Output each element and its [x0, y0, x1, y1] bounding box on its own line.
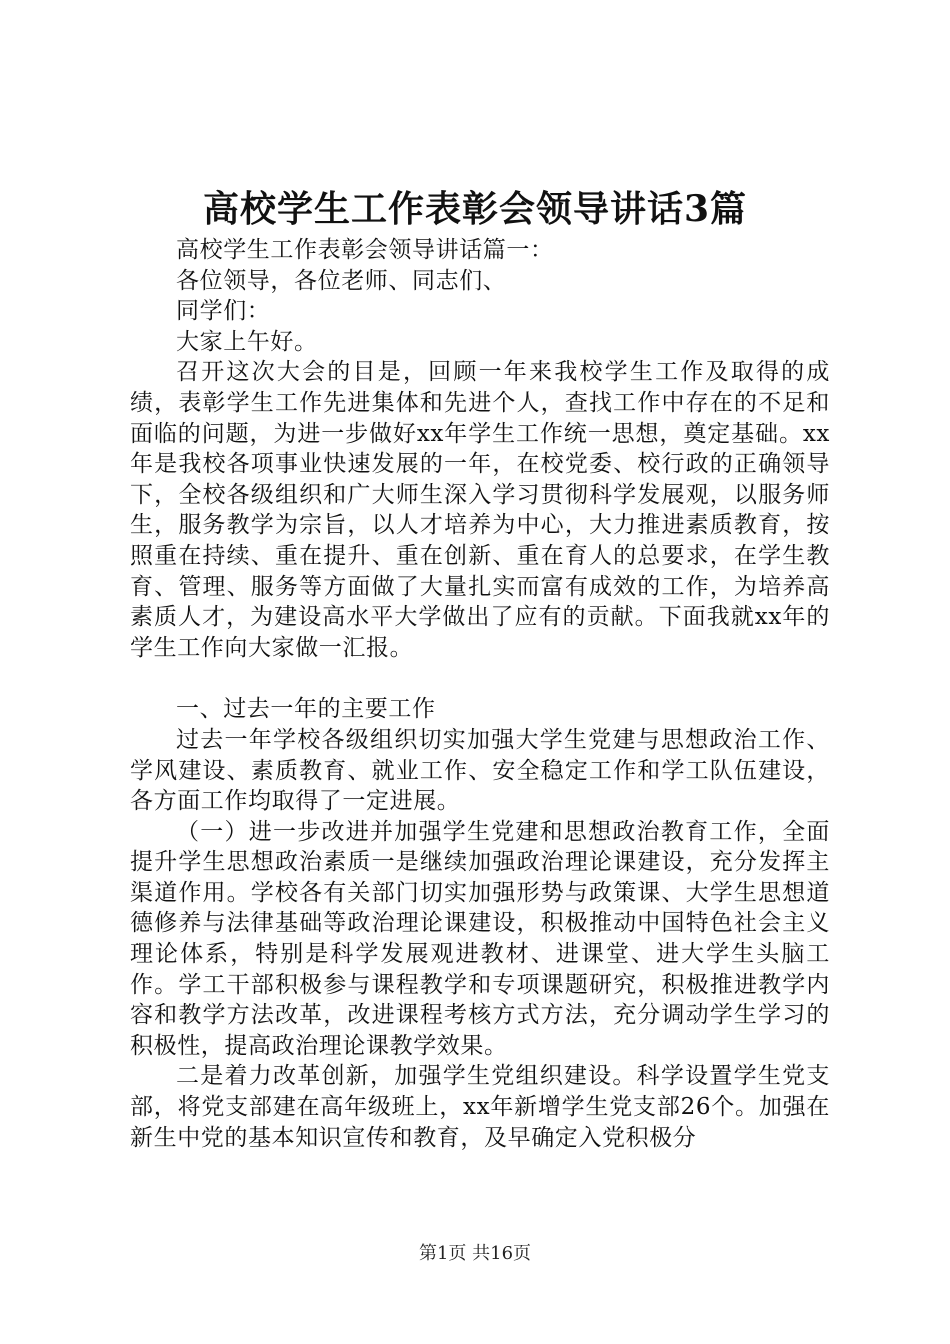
- body-paragraph: 过去一年学校各级组织切实加强大学生党建与思想政治工作、学风建设、素质教育、就业工作、安全稳定工作和学工队伍建设，各方面工作均取得了一定进展。: [130, 726, 830, 815]
- body-paragraph: 召开这次大会的目是，回顾一年来我校学生工作及取得的成绩，表彰学生工作先进集体和先进个人，查找工作中存在的不足和面临的问题，为进一步做好xx年学生工作统一思想，奠定基础。xx年是我校各项事业快速发展的一年，在校党委、校行政的正确领导下，全校各级组织和广大师生深入学习贯彻科学发展观，以服务师生，服务教学为宗旨，以人才培养为中心，大力推进素质教育，按照重在持续、重在提升、重在创新、重在育人的总要求，在学生教育、管理、服务等方面做了大量扎实而富有成效的工作，为培养高素质人才，为建设高水平大学做出了应有的贡献。下面我就xx年的学生工作向大家做一汇报。: [130, 359, 830, 661]
- greeting-line: 大家上午好。: [176, 328, 318, 355]
- page-footer: 第1页 共16页: [418, 1243, 532, 1264]
- body-paragraph: （一）进一步改进并加强学生党建和思想政治教育工作，全面提升学生思想政治素质一是继续加强政治理论课建设，充分发挥主渠道作用。学校各有关部门切实加强形势与政策课、大学生思想道德修养与法律基础等政治理论课建设，积极推动中国特色社会主义理论体系，特别是科学发展观进教材、进课堂、进大学生头脑工作。学工干部积极参与课程教学和专项课题研究，积极推进教学内容和教学方法改革，改进课程考核方式方法，充分调动学生学习的积极性，提高政治理论课教学效果。: [130, 818, 830, 1059]
- salutation-line: 同学们：: [176, 298, 271, 325]
- section-heading: 一、过去一年的主要工作: [176, 696, 436, 723]
- section-heading: 高校学生工作表彰会领导讲话篇一：: [176, 237, 554, 263]
- document-body: [130, 235, 830, 1153]
- document-title: 高校学生工作表彰会领导讲话3篇: [202, 188, 748, 230]
- paragraph-gap: [130, 663, 830, 694]
- body-paragraph: 二是着力改革创新，加强学生党组织建设。科学设置学生党支部，将党支部建在高年级班上，xx年新增学生党支部26个。加强在新生中党的基本知识宣传和教育，及早确定入党积极分: [130, 1063, 830, 1151]
- salutation-line: 各位领导，各位老师、同志们、: [176, 267, 507, 294]
